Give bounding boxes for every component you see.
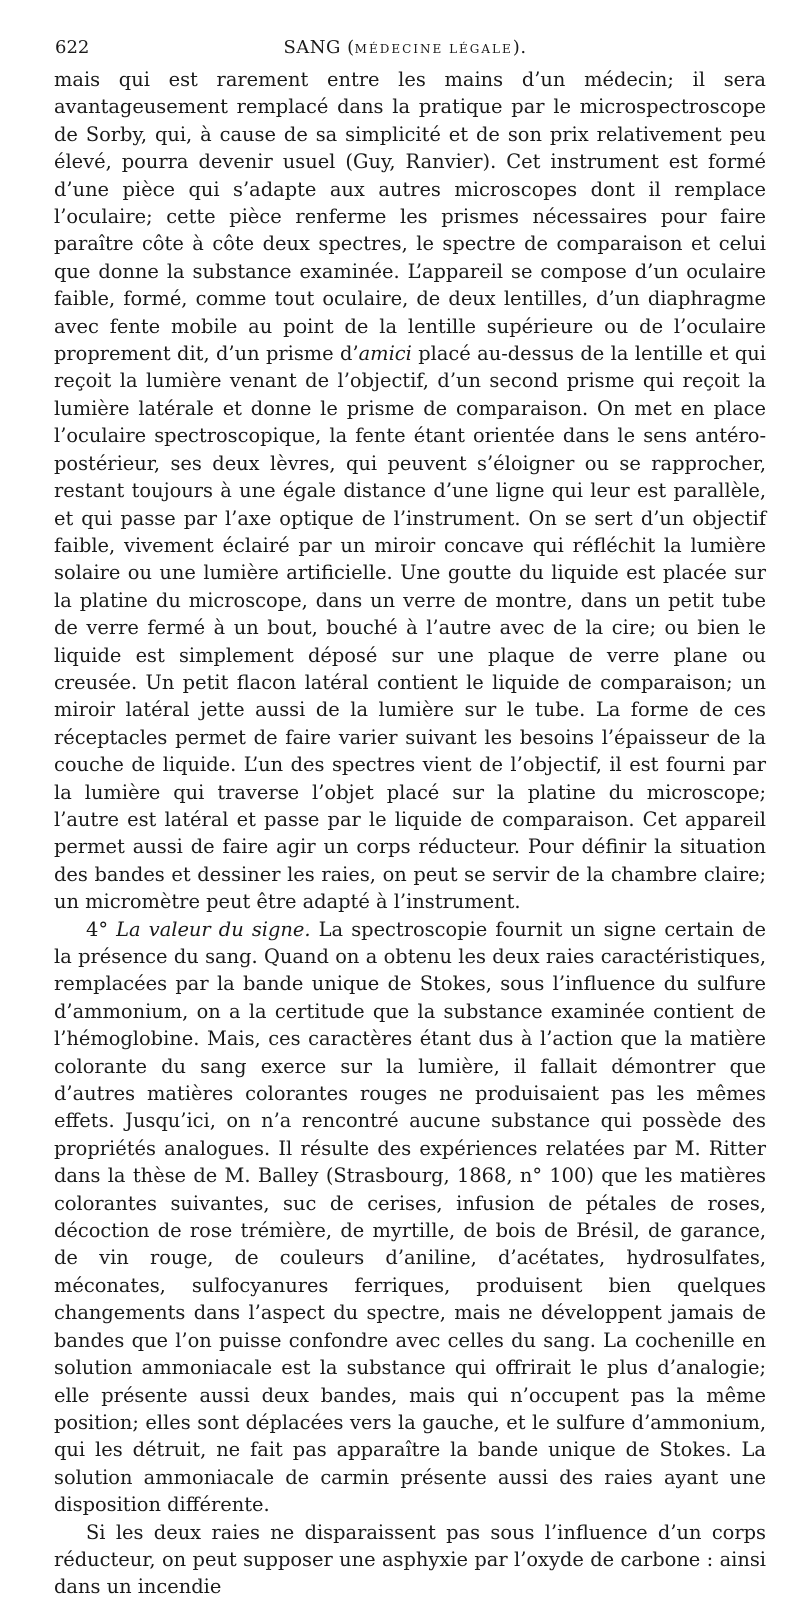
running-head-main: SANG ( — [283, 37, 355, 58]
running-head-end: ). — [512, 37, 527, 58]
running-head-sub: MÉDECINE LÉGALE — [354, 42, 513, 56]
paragraph-1 — [54, 66, 766, 916]
running-head — [55, 33, 755, 64]
section-number: 4° — [86, 917, 109, 941]
paragraph-1-continued: placé au-dessus de la lentille et qui reçoit la lumière venant de l’objectif, d’un second prisme qui reçoit la lumière latérale et donne le prisme de comparaison. On met en place l’oculaire spectroscopique, la fente étant orientée dans le sens antéro-postérieur, ses deux lèvres, qui peuvent s’éloigner ou se rapprocher, restant toujours à une égale distance d’une ligne qui leur est parallèle, et qui passe par l’axe optique de l’instrument. On se sert d’un objectif faible, vivement éclairé par un miroir concave qui réfléchit la lumière solaire ou une lumière artificielle. Une goutte du liquide est placée sur la platine du microscope, dans un verre de montre, dans un petit tube de verre fermé à un bout, bouché à l’autre avec de la cire; ou bien le liquide est simplement déposé sur une plaque de verre plane ou creusée. Un petit flacon latéral contient le liquide de comparaison; un miroir latéral jette aussi de la lumière sur le tube. La forme de ces réceptacles permet de faire varier suivant les besoins l’épaisseur de la couche de liquide. L’un des spectres vient de l’objectif, il est fourni par la lumière qui traverse l’objet placé sur la platine du microscope; l’autre est latéral et passe par le liquide de comparaison. Cet appareil permet aussi de faire agir un corps réducteur. Pour définir la situation des bandes et dessiner les raies, on peut se servir de la chambre claire; un micromètre peut être adapté à l’instrument. — [54, 342, 766, 914]
paragraph-3: Si les deux raies ne disparaissent pas sous l’influence d’un corps réducteur, on peut supposer une asphyxie par l’oxyde de carbone : ainsi dans un incendie — [54, 1520, 766, 1599]
page-number: 622 — [55, 37, 90, 58]
paragraph-1-italic: amici — [358, 342, 412, 366]
paragraph-1-text: mais qui est rarement entre les mains d’un médecin; il sera avantageusement remplacé dans la pratique par le microspectroscope de Sorby, qui, à cause de sa simplicité et de son prix relativement peu élevé, pourra devenir usuel (Guy, Ranvier). Cet instrument est formé d’une pièce qui s’adapte aux autres microscopes dont il remplace l’oculaire; cette pièce renferme les prismes nécessaires pour faire paraître côte à côte deux spectres, le spectre de comparaison et celui que donne la substance examinée. L’appareil se compose d’un oculaire faible, formé, comme tout oculaire, de deux lentilles, d’un diaphragme avec fente mobile au point de la lentille supérieure ou de l’oculaire proprement dit, d’un prisme d’ — [54, 68, 766, 366]
paragraph-2-text: La spectroscopie fournit un signe certain de la présence du sang. Quand on a obtenu les deux raies caractéristiques, remplacées par la bande unique de Stokes, sous l’influence du sulfure d’ammonium, on a la certitude que la substance examinée contient de l’hémoglobine. Mais, ces caractères étant dus à l’action que la matière colorante du sang exerce sur la lumière, il fallait démontrer que d’autres matières colorantes rouges ne produisaient pas les mêmes effets. Jusqu’ici, on n’a rencontré aucune substance qui possède des propriétés analogues. Il résulte des expériences relatées par M. Ritter dans la thèse de M. Balley (Strasbourg, 1868, n° 100) que les matières colorantes suivantes, suc de cerises, infusion de pétales de roses, décoction de rose trémière, de myrtille, de bois de Brésil, de garance, de vin rouge, de couleurs d’aniline, d’acétates, hydrosulfates, méconates, sulfocyanures ferriques, produisent bien quelques changements dans l’aspect du spectre, mais ne développent jamais de bandes que l’on puisse confondre avec celles du sang. La cochenille en solution ammoniacale est la substance qui offrirait le plus d’analogie; elle présente aussi deux bandes, mais qui n’occupent pas la même position; elles sont déplacées vers la gauche, et le sulfure d’ammonium, qui les détruit, ne fait pas apparaître la bande unique de Stokes. La solution ammoniacale de carmin présente aussi des raies ayant une disposition différente. — [54, 917, 766, 1517]
section-title: La valeur du signe. — [116, 917, 311, 941]
page-header — [55, 33, 755, 63]
body-text — [54, 66, 766, 1601]
paragraph-2 — [54, 916, 766, 1519]
